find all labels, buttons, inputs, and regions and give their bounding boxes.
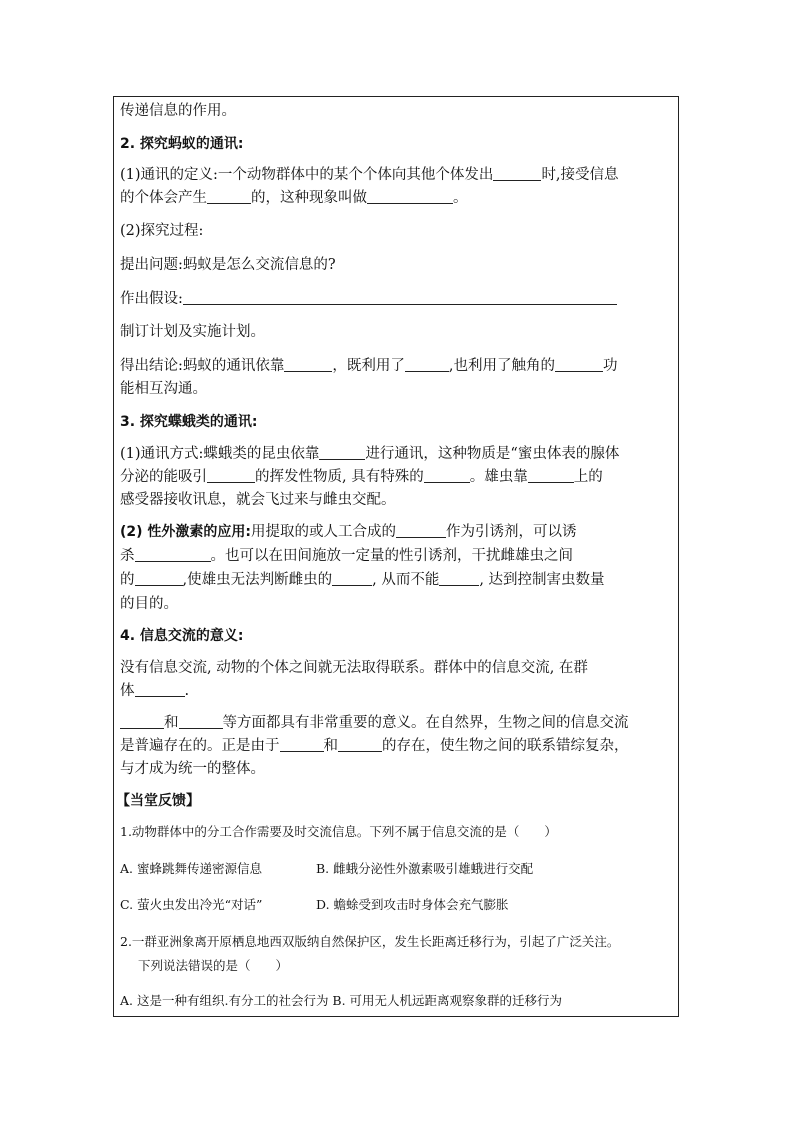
- fill-blank[interactable]: [405, 355, 449, 372]
- text-line: 与才成为统一的整体。: [120, 761, 265, 777]
- text-line: (1)通讯的定义:一个动物群体中的某个个体向其他个体发出 时,接受信息: [120, 164, 619, 187]
- fill-blank[interactable]: [493, 164, 541, 181]
- question-2-prompt: 下列说法错误的是（ ）: [138, 958, 289, 973]
- fill-blank[interactable]: [338, 735, 382, 752]
- text-line: (2) 性外激素的应用:用提取的或人工合成的 作为引诱剂，可以诱: [120, 521, 577, 544]
- fill-blank[interactable]: [207, 466, 255, 483]
- section-2-title: 2. 探究蚂蚁的通讯:: [120, 136, 244, 152]
- fill-blank[interactable]: [396, 521, 446, 538]
- question-2-option[interactable]: A. 这是一种有组织.有分工的社会行为 B. 可用无人机远距离观察象群的迁移行为: [120, 993, 563, 1008]
- text-line: 的个体会产生 的，这种现象叫做 。: [120, 187, 468, 210]
- section-4-title: 4. 信息交流的意义:: [120, 628, 244, 644]
- fill-blank[interactable]: [439, 569, 479, 586]
- fill-blank[interactable]: [367, 187, 453, 204]
- text-line: (2)探究过程:: [120, 223, 204, 239]
- fill-blank[interactable]: [555, 355, 603, 372]
- fill-blank[interactable]: [332, 569, 372, 586]
- text-line: 制订计划及实施计划。: [120, 324, 265, 340]
- fill-blank[interactable]: [319, 443, 365, 460]
- text-line: 得出结论:蚂蚁的通讯依靠 ，既利用了 ,也利用了触角的 功: [120, 355, 618, 378]
- section-3-title: 3. 探究蝶蛾类的通讯:: [120, 414, 258, 430]
- question-1-option[interactable]: C. 萤火虫发出冷光“对话”: [120, 897, 263, 912]
- text-line: 的目的。: [120, 596, 178, 612]
- fill-blank[interactable]: [207, 187, 251, 204]
- fill-blank[interactable]: [183, 288, 617, 305]
- fill-blank[interactable]: [120, 712, 164, 729]
- text-line: 提出问题:蚂蚁是怎么交流信息的?: [120, 257, 336, 273]
- fill-blank[interactable]: [135, 680, 185, 697]
- question-1-option[interactable]: D. 蟾蜍受到攻击时身体会充气膨胀: [316, 897, 509, 912]
- fill-blank[interactable]: [135, 569, 183, 586]
- text-line: 没有信息交流, 动物的个体之间就无法取得联系。群体中的信息交流, 在群: [120, 660, 588, 676]
- fill-blank[interactable]: [284, 355, 332, 372]
- text-line: 是普遍存在的。正是由于 和 的存在，使生物之间的联系错综复杂，: [120, 735, 629, 758]
- fill-blank[interactable]: [280, 735, 324, 752]
- question-2: 2.一群亚洲象离开原栖息地西双版纳自然保护区，发生长距离迁移行为，引起了广泛关注。: [120, 934, 620, 949]
- fill-blank[interactable]: [528, 466, 574, 483]
- text-line: 能相互沟通。: [120, 381, 207, 397]
- text-line: 和 等方面都具有非常重要的意义。在自然界，生物之间的信息交流: [120, 712, 629, 735]
- text-line: 杀 。也可以在田间施放一定量的性引诱剂，干扰雌雄虫之间: [120, 545, 573, 568]
- fill-blank[interactable]: [135, 545, 211, 562]
- fill-blank[interactable]: [424, 466, 470, 483]
- fill-blank[interactable]: [179, 712, 223, 729]
- question-1-option[interactable]: B. 雌蛾分泌性外激素吸引雄蛾进行交配: [316, 861, 534, 876]
- text-line: (1)通讯方式:蝶蛾类的昆虫依靠 进行通讯，这种物质是“蜜虫体表的腺体: [120, 443, 619, 466]
- question-1: 1.动物群体中的分工合作需要及时交流信息。下列不属于信息交流的是（ ）: [120, 824, 557, 839]
- text-line: 体 .: [120, 680, 189, 703]
- feedback-title: 【当堂反馈】: [116, 793, 200, 809]
- text-line: 传递信息的作用。: [120, 103, 236, 119]
- text-line: 分泌的能吸引 的挥发性物质, 具有特殊的 。雄虫靠 上的: [120, 466, 603, 489]
- text-line: 的 ,使雄虫无法判断雌虫的 , 从而不能 , 达到控制害虫数量: [120, 569, 605, 592]
- text-line: 作出假设:: [120, 288, 617, 311]
- question-1-option[interactable]: A. 蜜蜂跳舞传递密源信息: [120, 861, 262, 876]
- text-line: 感受器接收讯息，就会飞过来与雌虫交配。: [120, 492, 396, 508]
